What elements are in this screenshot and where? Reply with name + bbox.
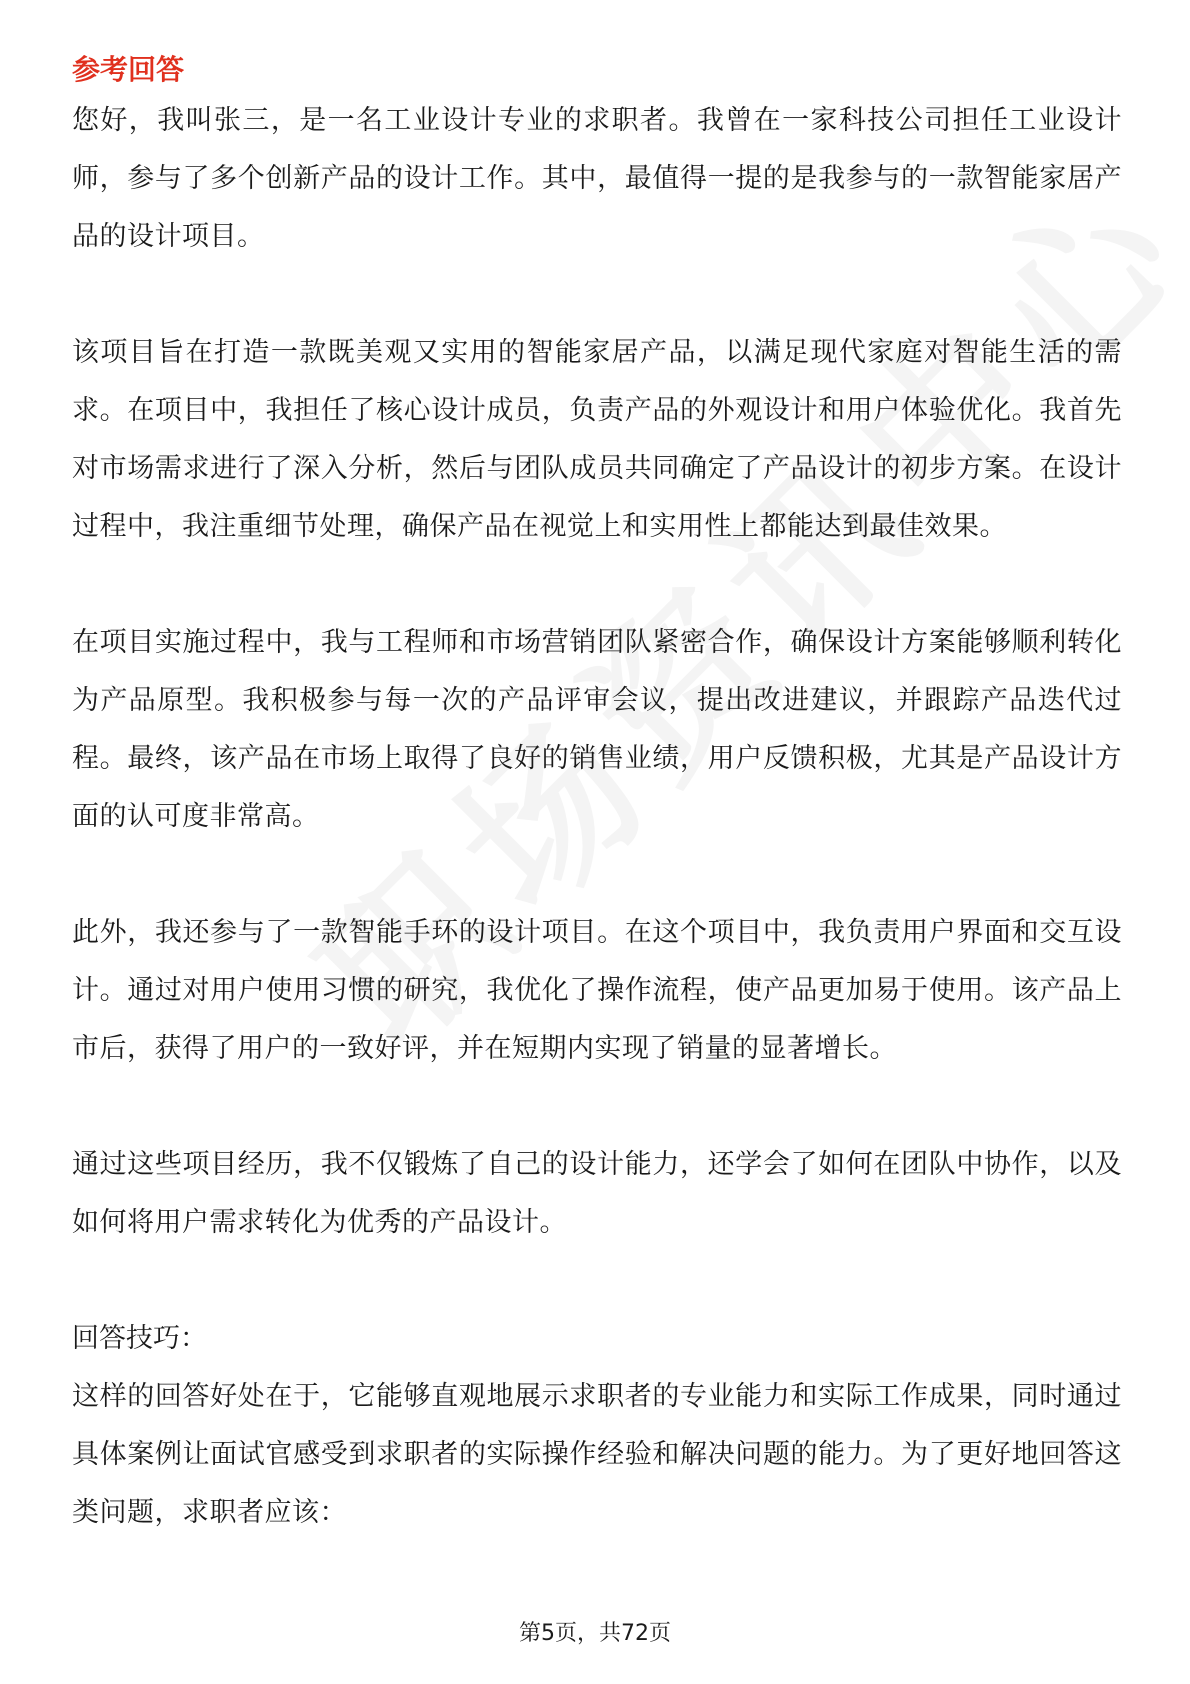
paragraph-gap	[72, 1078, 1122, 1136]
tips-heading: 回答技巧：	[72, 1323, 207, 1354]
paragraph-intro: 您好，我叫张三，是一名工业设计专业的求职者。我曾在一家科技公司担任工业设计师，参与了多个创新产品的设计工作。其中，最值得一提的是我参与的一款智能家居产品的设计项目。	[72, 105, 1122, 252]
section-title: 参考回答	[72, 53, 185, 86]
paragraph-wristband: 此外，我还参与了一款智能手环的设计项目。在这个项目中，我负责用户界面和交互设计。通过对用户使用习惯的研究，我优化了操作流程，使产品更加易于使用。该产品上市后，获得了用户的一致好评，并在短期内实现了销量的显著增长。	[72, 917, 1122, 1064]
paragraph-gap	[72, 1252, 1122, 1310]
main-content	[72, 48, 1122, 1542]
paragraph-project-goal: 该项目旨在打造一款既美观又实用的智能家居产品，以满足现代家庭对智能生活的需求。在项目中，我担任了核心设计成员，负责产品的外观设计和用户体验优化。我首先对市场需求进行了深入分析，然后与团队成员共同确定了产品设计的初步方案。在设计过程中，我注重细节处理，确保产品在视觉上和实用性上都能达到最佳效果。	[72, 337, 1122, 542]
paragraph-gap	[72, 266, 1122, 324]
paragraph-implementation: 在项目实施过程中，我与工程师和市场营销团队紧密合作，确保设计方案能够顺利转化为产品原型。我积极参与每一次的产品评审会议，提出改进建议，并跟踪产品迭代过程。最终，该产品在市场上取得了良好的销售业绩，用户反馈积极，尤其是产品设计方面的认可度非常高。	[72, 627, 1122, 832]
tips-paragraph: 这样的回答好处在于，它能够直观地展示求职者的专业能力和实际工作成果，同时通过具体案例让面试官感受到求职者的实际操作经验和解决问题的能力。为了更好地回答这类问题，求职者应该：	[72, 1381, 1122, 1528]
page-number: 第5页，共72页	[519, 1621, 671, 1646]
paragraph-summary: 通过这些项目经历，我不仅锻炼了自己的设计能力，还学会了如何在团队中协作，以及如何将用户需求转化为优秀的产品设计。	[72, 1149, 1122, 1238]
paragraph-gap	[72, 556, 1122, 614]
paragraph-gap	[72, 846, 1122, 904]
